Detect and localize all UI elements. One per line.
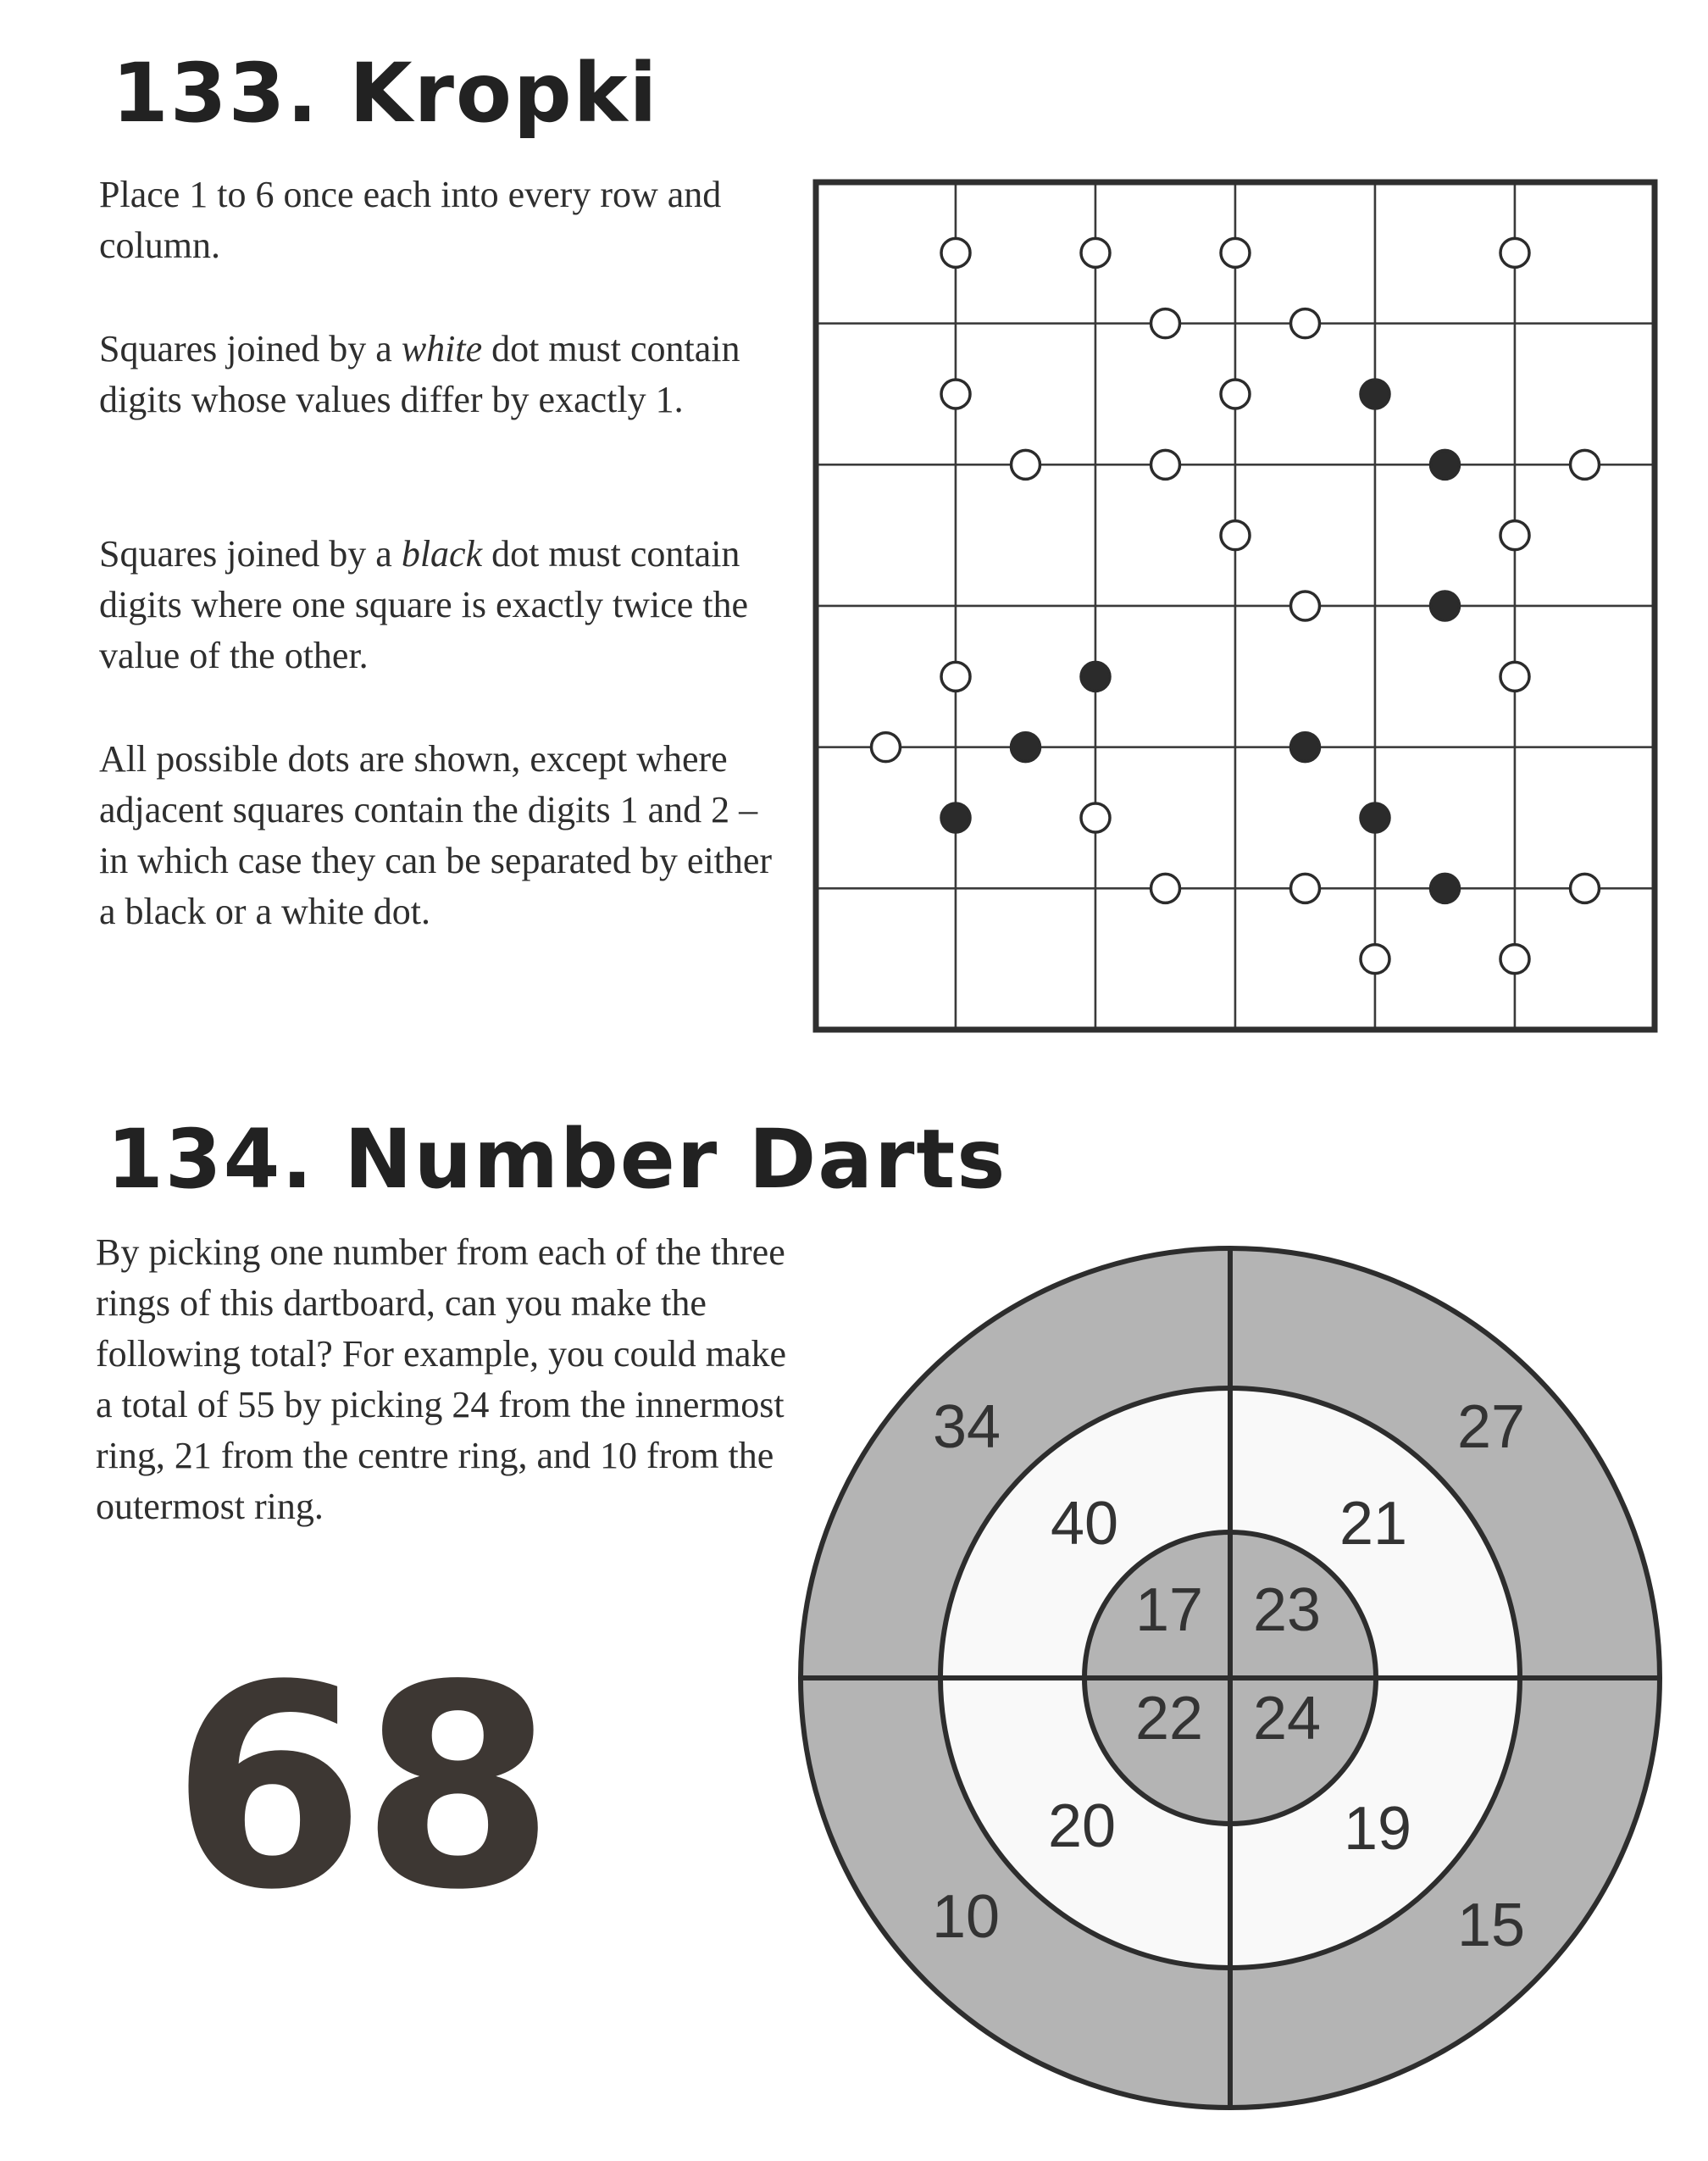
- kropki-cell[interactable]: [816, 747, 956, 889]
- kropki-rule-placement: Place 1 to 6 once each into every row and column.: [99, 174, 722, 266]
- kropki-black-dot: [1361, 803, 1389, 832]
- kropki-black-dot: [1291, 733, 1320, 762]
- middle-bottom-right-number: 19: [1343, 1795, 1412, 1863]
- kropki-cell[interactable]: [1095, 182, 1235, 324]
- dartboard: [794, 1242, 1666, 2114]
- kropki-cell[interactable]: [816, 606, 956, 747]
- kropki-cell[interactable]: [1515, 182, 1655, 324]
- middle-bottom-left-number: 20: [1047, 1792, 1117, 1860]
- kropki-cell[interactable]: [1235, 464, 1375, 606]
- outer-bottom-right-number: 15: [1456, 1892, 1526, 1959]
- kropki-black-dot: [1431, 592, 1460, 620]
- kropki-rule-exception: All possible dots are shown, except where adjacent squares contain the digits 1 and 2 – in which case they can be separated by either a black or a white dot.: [99, 738, 773, 932]
- kropki-cell[interactable]: [1375, 747, 1515, 889]
- outer-top-right-number: 27: [1456, 1393, 1526, 1461]
- kropki-cell[interactable]: [1515, 324, 1655, 465]
- target-total: 68: [171, 1625, 551, 1951]
- kropki-black-dot: [1081, 662, 1110, 691]
- kropki-cell[interactable]: [956, 888, 1095, 1030]
- inner-top-right-number: 23: [1252, 1576, 1322, 1644]
- kropki-cell[interactable]: [1095, 888, 1235, 1030]
- kropki-white-dot: [1291, 874, 1320, 903]
- kropki-cell[interactable]: [816, 324, 956, 465]
- kropki-white-dot: [1081, 238, 1110, 267]
- outer-bottom-left-number: 10: [931, 1883, 1001, 1951]
- kropki-cell[interactable]: [1515, 606, 1655, 747]
- outer-top-left-number: 34: [932, 1393, 1001, 1461]
- kropki-cell[interactable]: [1235, 606, 1375, 747]
- kropki-black-dot: [941, 803, 970, 832]
- kropki-white-dot: [1081, 803, 1110, 832]
- kropki-cell[interactable]: [1095, 464, 1235, 606]
- kropki-cell[interactable]: [956, 324, 1095, 465]
- kropki-cell[interactable]: [1375, 324, 1515, 465]
- kropki-cell[interactable]: [1515, 464, 1655, 606]
- kropki-white-dot: [1151, 450, 1180, 479]
- kropki-white-dot: [1500, 238, 1529, 267]
- kropki-title: 133. Kropki: [112, 46, 659, 141]
- kropki-white-dot: [1361, 945, 1389, 974]
- kropki-white-dot: [941, 238, 970, 267]
- kropki-white-dot: [1012, 450, 1040, 479]
- kropki-rule-black-dot: Squares joined by a black dot must contain digits where one square is exactly twice the value of the other.: [99, 533, 749, 676]
- kropki-white-dot: [1151, 309, 1180, 338]
- kropki-white-dot: [1500, 945, 1529, 974]
- kropki-white-dot: [1291, 592, 1320, 620]
- kropki-white-dot: [1500, 521, 1529, 550]
- kropki-black-dot: [1431, 450, 1460, 479]
- kropki-cell[interactable]: [1375, 888, 1515, 1030]
- inner-top-left-number: 17: [1134, 1576, 1204, 1644]
- kropki-white-dot: [1500, 662, 1529, 691]
- kropki-white-dot: [1221, 238, 1250, 267]
- kropki-grid: [812, 178, 1659, 1034]
- kropki-cell[interactable]: [1515, 888, 1655, 1030]
- kropki-cell[interactable]: [816, 464, 956, 606]
- kropki-cell[interactable]: [1235, 888, 1375, 1030]
- kropki-white-dot: [1291, 309, 1320, 338]
- kropki-cell[interactable]: [1235, 324, 1375, 465]
- kropki-cell[interactable]: [956, 182, 1095, 324]
- middle-top-right-number: 21: [1339, 1490, 1408, 1558]
- kropki-black-dot: [1361, 380, 1389, 408]
- inner-bottom-left-number: 22: [1134, 1685, 1204, 1753]
- kropki-white-dot: [872, 733, 901, 762]
- middle-top-left-number: 40: [1050, 1490, 1119, 1558]
- darts-instructions: By picking one number from each of the three rings of this dartboard, can you make the following total? For example, you could make a total of 55 by picking 24 from the innermost ring, 21 from the centre ring, and 10 from the outermost ring.: [96, 1231, 787, 1527]
- darts-title: 134. Number Darts: [107, 1112, 1007, 1207]
- kropki-cell[interactable]: [1515, 747, 1655, 889]
- kropki-cell[interactable]: [1235, 182, 1375, 324]
- kropki-cell[interactable]: [1235, 747, 1375, 889]
- inner-bottom-right-number: 24: [1252, 1685, 1322, 1753]
- kropki-cell[interactable]: [1375, 464, 1515, 606]
- kropki-white-dot: [1571, 450, 1600, 479]
- kropki-white-dot: [1571, 874, 1600, 903]
- kropki-cell[interactable]: [1375, 606, 1515, 747]
- kropki-cell[interactable]: [816, 182, 956, 324]
- kropki-cell[interactable]: [1095, 747, 1235, 889]
- kropki-white-dot: [1221, 380, 1250, 408]
- kropki-rule-white-dot: Squares joined by a white dot must contain digits whose values differ by exactly 1.: [99, 328, 740, 420]
- kropki-black-dot: [1431, 874, 1460, 903]
- kropki-white-dot: [1151, 874, 1180, 903]
- kropki-cell[interactable]: [956, 747, 1095, 889]
- kropki-black-dot: [1012, 733, 1040, 762]
- kropki-white-dot: [941, 662, 970, 691]
- kropki-cell[interactable]: [1095, 606, 1235, 747]
- kropki-white-dot: [1221, 521, 1250, 550]
- kropki-cell[interactable]: [1095, 324, 1235, 465]
- kropki-white-dot: [941, 380, 970, 408]
- kropki-cell[interactable]: [956, 606, 1095, 747]
- kropki-cell[interactable]: [1375, 182, 1515, 324]
- kropki-cell[interactable]: [956, 464, 1095, 606]
- kropki-cell[interactable]: [816, 888, 956, 1030]
